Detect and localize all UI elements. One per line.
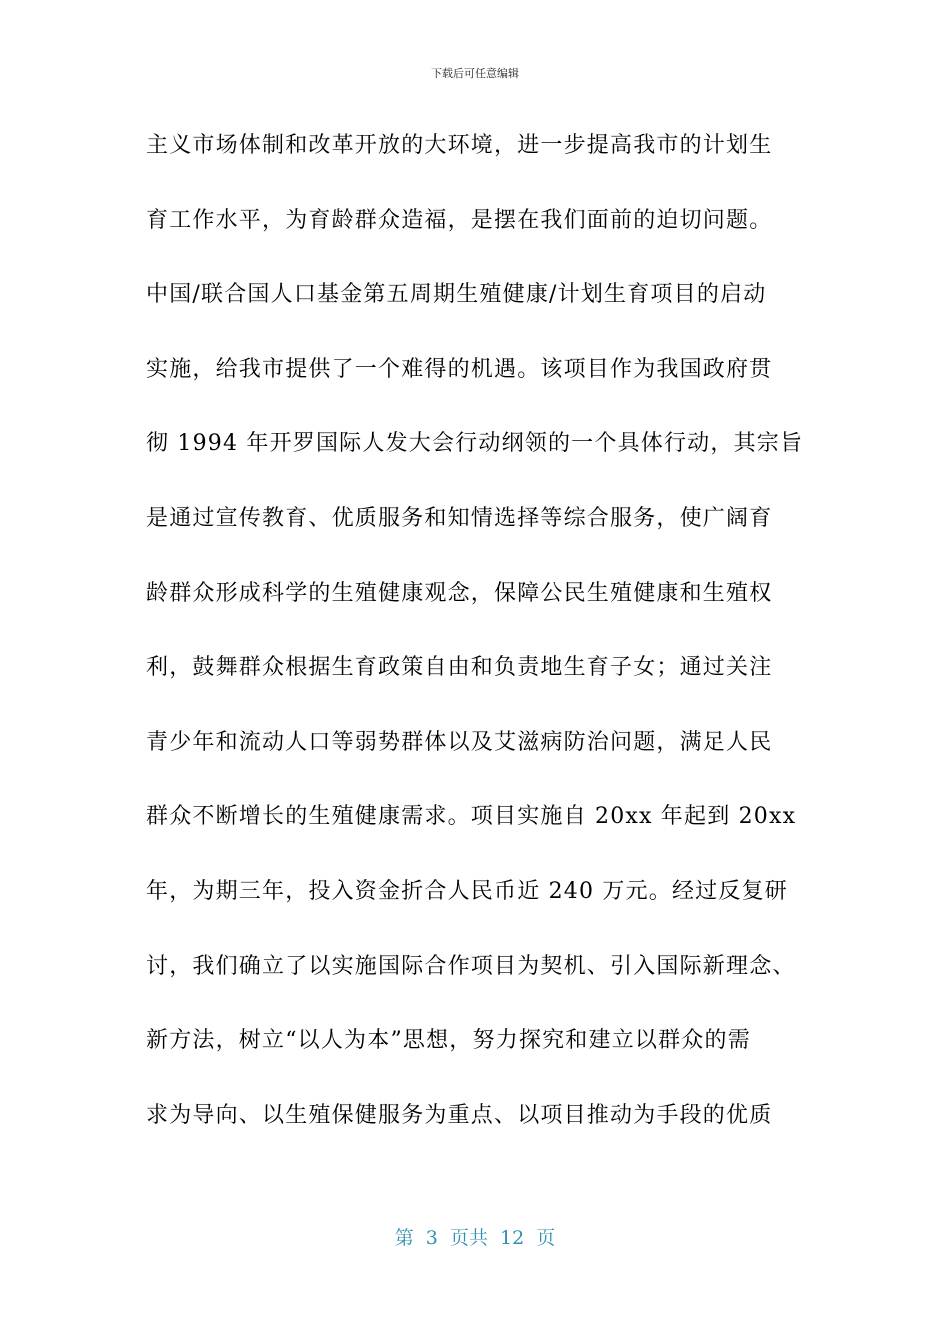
body-line: 是通过宣传教育、优质服务和知情选择等综合服务，使广阔育	[146, 505, 773, 531]
body-line: 群众不断增长的生殖健康需求。项目实施自 20xx 年起到 20xx	[146, 804, 797, 830]
body-line: 彻 1994 年开罗国际人发大会行动纲领的一个具体行动，其宗旨	[146, 431, 804, 457]
body-line: 育工作水平，为育龄群众造福，是摆在我们面前的迫切问题。	[146, 207, 773, 233]
body-line: 中国/联合国人口基金第五周期生殖健康/计划生育项目的启动	[146, 282, 767, 308]
body-line: 求为导向、以生殖保健服务为重点、以项目推动为手段的优质	[146, 1102, 773, 1128]
body-line: 利，鼓舞群众根据生育政策自由和负责地生育子女；通过关注	[146, 655, 773, 681]
body-line: 年，为期三年，投入资金折合人民币近 240 万元。经过反复研	[146, 878, 788, 904]
document-body	[146, 125, 816, 1169]
body-line: 讨，我们确立了以实施国际合作项目为契机、引入国际新理念、	[146, 953, 796, 979]
page-header-note: 下载后可任意编辑	[431, 67, 519, 80]
body-line: 青少年和流动人口等弱势群体以及艾滋病防治问题，满足人民	[146, 729, 773, 755]
body-line: 实施，给我市提供了一个难得的机遇。该项目作为我国政府贯	[146, 356, 773, 382]
body-line: 龄群众形成科学的生殖健康观念，保障公民生殖健康和生殖权	[146, 580, 773, 606]
page-number-footer: 第 3 页共 12 页	[394, 1227, 556, 1249]
body-line: 主义市场体制和改革开放的大环境，进一步提高我市的计划生	[146, 133, 773, 158]
body-line: 新方法，树立“以人为本”思想，努力探究和建立以群众的需	[146, 1028, 751, 1054]
